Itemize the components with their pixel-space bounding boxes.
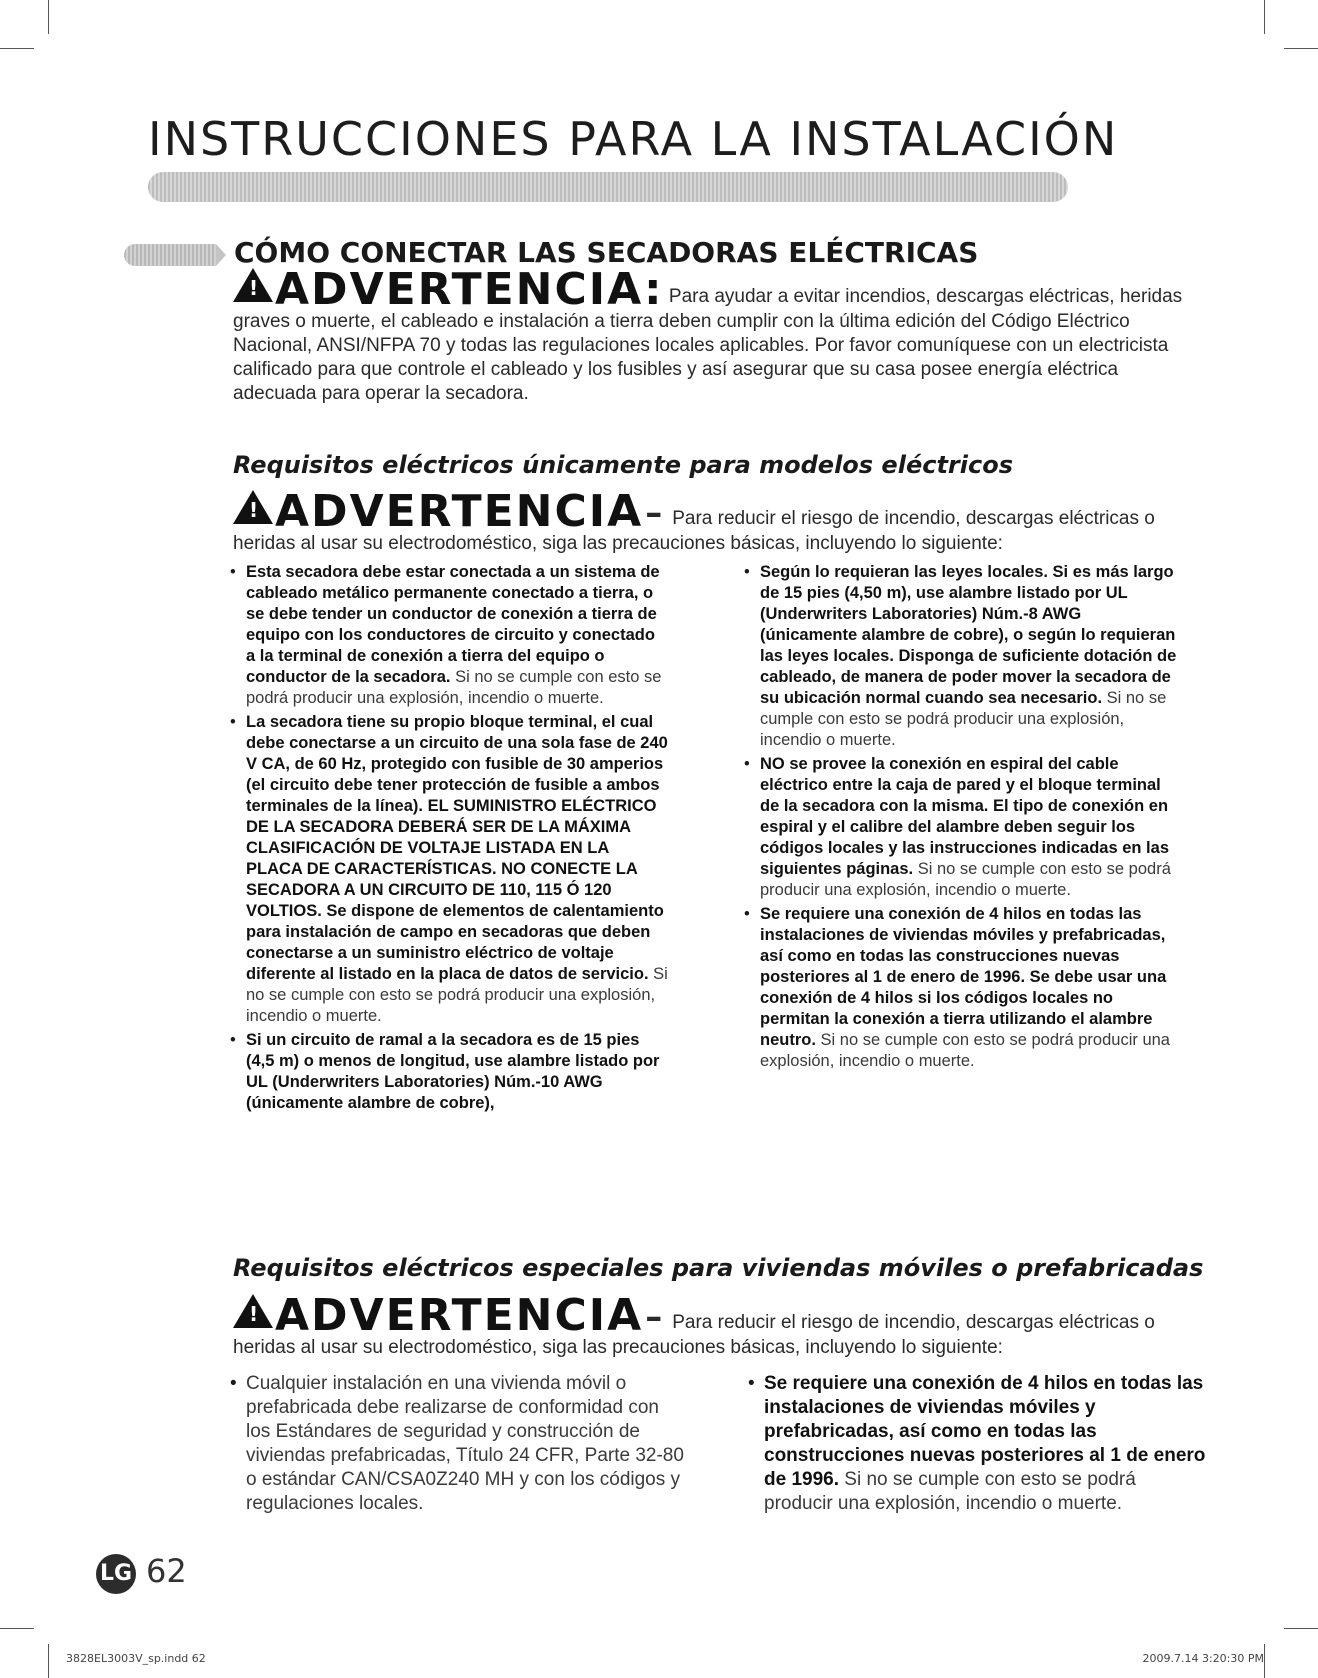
warning-block-electric <box>233 486 1203 556</box>
warning-block-mobile-homes <box>233 1290 1203 1360</box>
list-item-bold: NO se provee la conexión en espiral del cable eléctrico entre la caja de pared y el bloque terminal de la secadora con la misma. El tipo de conexión en espiral y el calibre del alambre deben seguir los códigos locales y las instrucciones indicadas en las siguientes páginas. <box>760 755 1169 878</box>
crop-mark <box>1284 48 1318 49</box>
mobile-list-left <box>228 1372 688 1519</box>
requirements-list-right <box>742 562 1182 1075</box>
warning-triangle-icon <box>233 1294 273 1328</box>
requirements-list-left <box>228 562 668 1117</box>
list-item <box>228 1372 688 1516</box>
section-heading: CÓMO CONECTAR LAS SECADORAS ELÉCTRICAS <box>234 236 979 269</box>
list-item-normal: Si no se cumple con esto se podrá producir una explosión, incendio o muerte. <box>760 860 1171 899</box>
list-item-bold: La secadora tiene su propio bloque terminal, el cual debe conectarse a un circuito de una sola fase de 240 V CA, de 60 Hz, protegido con fusible de 30 amperios (el circuito debe tener protección de fusible a ambos terminales de la línea). EL SUMINISTRO ELÉCTRICO DE LA SECADORA DEBERÁ SER DE LA MÁXIMA CLASIFICACIÓN DE VOLTAJE LISTADA EN LA PLACA DE CARACTERÍSTICAS. NO CONECTE LA SECADORA A UN CIRCUITO DE 110, 115 Ó 120 VOLTIOS. Se dispone de elementos de calentamiento para instalación de campo en secadoras que deben conectarse a un suministro eléctrico de voltaje diferente al listado en la placa de datos de servicio. <box>246 713 668 983</box>
warning-text: Para reducir el riesgo de incendio, descargas eléctricas o heridas al usar su electrodoméstico, siga las precauciones básicas, incluyendo lo siguiente: <box>233 1312 1155 1358</box>
list-item <box>228 1030 668 1114</box>
list-item-bold: Si un circuito de ramal a la secadora es de 15 pies (4,5 m) o menos de longitud, use alambre listado por UL (Underwriters Laboratories) Núm.-10 AWG (únicamente alambre de cobre), <box>246 1031 660 1112</box>
warning-separator: – <box>645 1297 663 1337</box>
warning-block-general <box>233 264 1203 406</box>
page-number: 62 <box>146 1552 187 1590</box>
lg-logo-icon: LG <box>96 1554 136 1594</box>
crop-mark <box>48 1644 49 1678</box>
page-title: INSTRUCCIONES PARA LA INSTALACIÓN <box>148 112 1119 166</box>
subsection-heading-mobile-homes: Requisitos eléctricos especiales para viviendas móviles o prefabricadas <box>233 1254 1204 1282</box>
list-item <box>742 562 1182 751</box>
list-item-normal: Si no se cumple con esto se podrá producir una explosión, incendio o muerte. <box>760 1031 1170 1070</box>
list-item-bold: Se requiere una conexión de 4 hilos en todas las instalaciones de viviendas móviles y prefabricadas, así como en todas las construcciones nuevas posteriores al 1 de enero de 1996. Se debe usar una conexión de 4 hilos si los códigos locales no permitan la conexión a tierra utilizando el alambre neutro. <box>760 905 1167 1049</box>
section-marker-arrow <box>216 244 226 266</box>
crop-mark <box>1264 0 1265 34</box>
crop-mark <box>1264 1644 1265 1678</box>
list-item <box>742 904 1182 1072</box>
list-item-normal: Si no se cumple con esto se podrá producir una explosión, incendio o muerte. <box>246 965 668 1025</box>
warning-label: ADVERTENCIA <box>275 1290 644 1341</box>
warning-triangle-icon <box>233 490 273 524</box>
list-item <box>228 562 668 709</box>
section-marker <box>124 244 216 266</box>
warning-triangle-icon <box>233 268 273 302</box>
list-item-normal: Si no se cumple con esto se podrá producir una explosión, incendio o muerte. <box>760 689 1167 749</box>
list-item-bold: Se requiere una conexión de 4 hilos en todas las instalaciones de viviendas móviles y prefabricadas, así como en todas las construcciones nuevas posteriores al 1 de enero de 1996. <box>764 1373 1206 1490</box>
warning-text: Para reducir el riesgo de incendio, descargas eléctricas o heridas al usar su electrodoméstico, siga las precauciones básicas, incluyendo lo siguiente: <box>233 508 1155 554</box>
warning-label: ADVERTENCIA <box>275 486 644 537</box>
mobile-list-right <box>746 1372 1206 1519</box>
list-item <box>228 712 668 1027</box>
footer-file-info: 3828EL3003V_sp.indd 62 <box>66 1652 206 1665</box>
crop-mark <box>0 1628 34 1629</box>
title-underline-bar <box>148 172 1068 202</box>
warning-text: Para ayudar a evitar incendios, descargas eléctricas, heridas graves o muerte, el cableado e instalación a tierra deben cumplir con la última edición del Código Eléctrico Nacional, ANSI/NFPA 70 y todas las regulaciones locales aplicables. Por favor comuníquese con un electricista calificado para que controle el cableado y los fusibles y así asegurar que su casa posee energía eléctrica adecuada para operar la secadora. <box>233 286 1183 404</box>
list-item <box>742 754 1182 901</box>
list-item-normal: Si no se cumple con esto se podrá producir una explosión, incendio o muerte. <box>246 668 662 707</box>
list-item-normal: Cualquier instalación en una vivienda móvil o prefabricada debe realizarse de conformidad con los Estándares de seguridad y construcción de viviendas prefabricadas, Título 24 CFR, Parte 32-80 o estándar CAN/CSA0Z240 MH y con los códigos y regulaciones locales. <box>246 1373 684 1514</box>
crop-mark <box>0 48 34 49</box>
warning-label: ADVERTENCIA: <box>275 264 664 315</box>
subsection-heading-electric: Requisitos eléctricos únicamente para modelos eléctricos <box>233 451 1013 479</box>
list-item <box>746 1372 1206 1516</box>
warning-separator: – <box>645 493 663 533</box>
list-item-bold: Esta secadora debe estar conectada a un sistema de cableado metálico permanente conectado a tierra, o se debe tender un conductor de conexión a tierra de equipo con los conductores de circuito y conectado a la terminal de conexión a tierra del equipo o conductor de la secadora. <box>246 563 660 686</box>
footer-timestamp: 2009.7.14 3:20:30 PM <box>1142 1652 1264 1665</box>
list-item-normal: Si no se cumple con esto se podrá producir una explosión, incendio o muerte. <box>764 1469 1136 1514</box>
crop-mark <box>1284 1628 1318 1629</box>
crop-mark <box>48 0 49 34</box>
list-item-bold: Según lo requieran las leyes locales. Si es más largo de 15 pies (4,50 m), use alambre listado por UL (Underwriters Laboratories) Núm.-8 AWG (únicamente alambre de cobre), o según lo requieran las leyes locales. Disponga de suficiente dotación de cableado, de manera de poder mover la secadora de su ubicación normal cuando sea necesario. <box>760 563 1177 707</box>
